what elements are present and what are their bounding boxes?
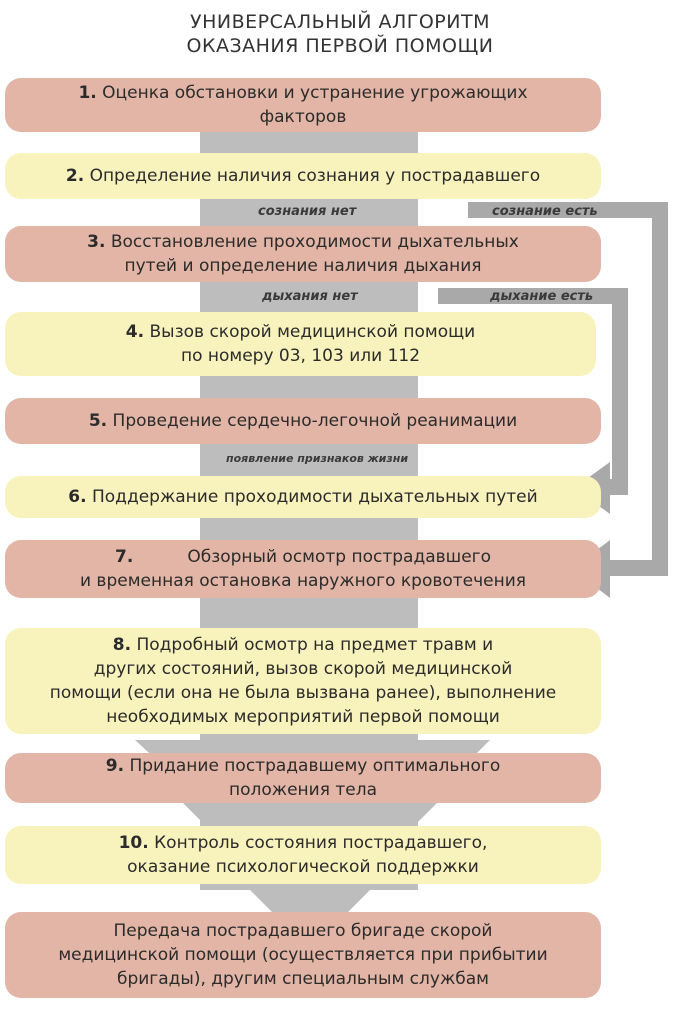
step-text: по номеру 03, 103 или 112 <box>180 346 421 366</box>
step-number: 5. <box>88 411 108 431</box>
step-number: 4. <box>125 322 145 342</box>
step-7-box <box>5 540 601 598</box>
step-text: Передача пострадавшего бригаде скорой <box>113 921 493 941</box>
step-6-box <box>5 476 601 518</box>
label-consciousness-yes: сознание есть <box>492 204 598 219</box>
step-8-box <box>5 628 601 734</box>
step-number: 3. <box>87 232 106 252</box>
step-text: необходимых мероприятий первой помощи <box>106 707 500 727</box>
title-line-1: УНИВЕРСАЛЬНЫЙ АЛГОРИТМ <box>190 11 490 33</box>
label-breathing-yes: дыхание есть <box>490 289 594 304</box>
step-text: путей и определение наличия дыхания <box>124 256 482 276</box>
step-text: Проведение сердечно-легочной реанимации <box>112 411 518 431</box>
label-no-breathing: дыхания нет <box>262 289 358 304</box>
step-number: 2. <box>65 166 85 186</box>
step-text: факторов <box>259 107 347 127</box>
step-1-box <box>5 78 601 132</box>
step-text: Придание пострадавшему оптимального <box>129 756 501 776</box>
step-number: 10. <box>118 833 149 853</box>
step-text: Оценка обстановки и устранение угрожающих <box>102 83 528 103</box>
step-text: Обзорный осмотр пострадавшего <box>187 547 491 567</box>
step-number: 1. <box>78 83 97 103</box>
title-line-2: ОКАЗАНИЯ ПЕРВОЙ ПОМОЩИ <box>186 35 494 57</box>
step-text: и временная остановка наружного кровотечения <box>79 571 527 591</box>
step-text: Вызов скорой медицинской помощи <box>149 322 476 342</box>
step-number: 6. <box>68 487 87 507</box>
step-text: положения тела <box>229 780 377 800</box>
step-4-box <box>5 312 596 376</box>
step-text: Подробный осмотр на предмет травм и <box>136 635 494 655</box>
step-text: Восстановление проходимости дыхательных <box>110 232 519 252</box>
step-5-box <box>5 398 601 444</box>
step-text: других состояний, вызов скорой медицинской <box>93 659 513 679</box>
step-number: 9. <box>105 756 125 776</box>
step-text: Поддержание проходимости дыхательных путей <box>92 487 538 507</box>
step-3-box <box>5 226 601 282</box>
label-signs-of-life: появление признаков жизни <box>226 452 409 465</box>
step-final-box <box>5 912 601 998</box>
step-number: 7. <box>114 547 134 567</box>
step-text: Контроль состояния пострадавшего, <box>154 833 488 853</box>
step-9-box <box>5 753 601 803</box>
step-text: оказание психологической поддержки <box>127 857 479 877</box>
label-no-consciousness: сознания нет <box>258 204 357 219</box>
step-text: Определение наличия сознания у пострадавшего <box>89 166 541 186</box>
step-2-box <box>5 153 601 199</box>
step-number: 8. <box>112 635 132 655</box>
step-10-box <box>5 826 601 884</box>
step-text: бригады), другим специальным службам <box>116 969 489 989</box>
step-text: помощи (если она не была вызвана ранее), выполнение <box>49 683 557 703</box>
step-text: медицинской помощи (осуществляется при прибытии <box>58 945 548 965</box>
